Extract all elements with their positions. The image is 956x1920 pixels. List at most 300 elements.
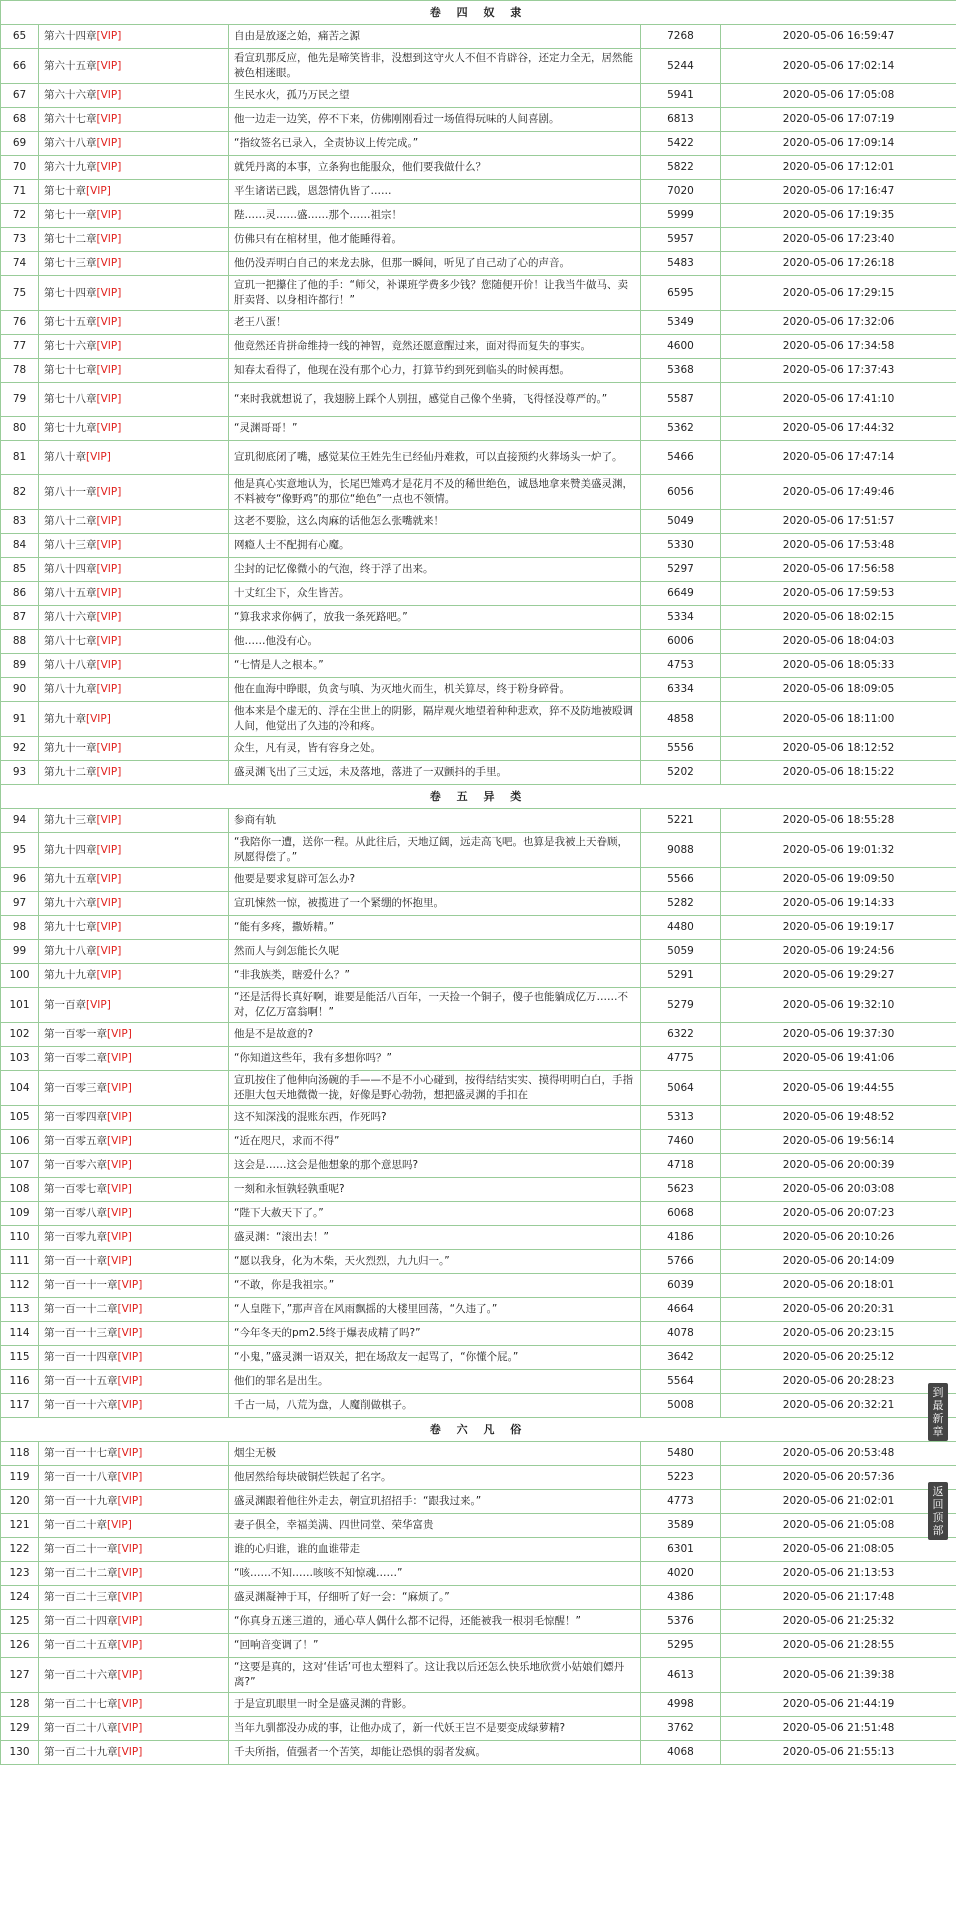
chapter-publish-time: 2020-05-06 18:04:03 — [721, 630, 956, 654]
chapter-link[interactable]: 第一百零一章 — [44, 1028, 107, 1040]
chapter-link[interactable]: 第九十八章 — [44, 945, 97, 957]
chapter-summary: 宣玑按住了他伸向汤碗的手——不是不小心碰到，按得结结实实、摸得明明白白，手指还胆大包天地微微一拢，好像是野心勃勃，想把盛灵渊的手扣在 — [229, 1071, 641, 1106]
vip-tag: [VIP] — [96, 742, 122, 754]
chapter-row — [1, 1202, 956, 1226]
chapter-publish-time: 2020-05-06 20:25:12 — [721, 1346, 956, 1370]
chapter-summary: 盛灵渊凝神于耳，仔细听了好一会：“麻烦了。” — [229, 1586, 641, 1610]
chapter-word-count: 5822 — [641, 156, 721, 180]
chapter-row — [1, 1370, 956, 1394]
chapter-link[interactable]: 第七十六章 — [44, 340, 97, 352]
chapter-name-cell — [39, 441, 229, 475]
chapter-publish-time: 2020-05-06 20:23:15 — [721, 1322, 956, 1346]
chapter-name-cell — [39, 25, 229, 49]
vip-tag: [VIP] — [96, 257, 122, 269]
chapter-name-cell — [39, 1106, 229, 1130]
chapter-summary: 他本来是个虚无的、浮在尘世上的阴影，隔岸观火地望着种种悲欢，猝不及防地被殴调人间，他觉出了久违的冷和疼。 — [229, 702, 641, 737]
chapter-row — [1, 1693, 956, 1717]
chapter-summary: 盛灵渊跟着他往外走去，朝宣玑招招手：“跟我过来。” — [229, 1490, 641, 1514]
chapter-link[interactable]: 第一百一十一章 — [44, 1279, 118, 1291]
chapter-publish-time: 2020-05-06 19:32:10 — [721, 988, 956, 1023]
chapter-word-count: 4600 — [641, 335, 721, 359]
chapter-summary: 谁的心归谁，谁的血谁带走 — [229, 1538, 641, 1562]
chapter-name-cell — [39, 654, 229, 678]
vip-tag: [VIP] — [107, 1159, 132, 1171]
chapter-index: 80 — [1, 417, 39, 441]
chapter-publish-time: 2020-05-06 20:32:21 — [721, 1394, 956, 1418]
chapter-word-count: 6006 — [641, 630, 721, 654]
chapter-summary: “算我求求你俩了，放我一条死路吧。” — [229, 606, 641, 630]
chapter-index: 67 — [1, 84, 39, 108]
chapter-link[interactable]: 第八十四章 — [44, 563, 97, 575]
chapter-name-cell — [39, 204, 229, 228]
chapter-name-cell — [39, 761, 229, 785]
chapter-index: 114 — [1, 1322, 39, 1346]
vip-tag: [VIP] — [117, 1543, 143, 1555]
chapter-link[interactable]: 第一百二十七章 — [44, 1698, 118, 1710]
chapter-summary: 这老不要脸，这么肉麻的话他怎么张嘴就来！ — [229, 510, 641, 534]
chapter-link[interactable]: 第八十二章 — [44, 515, 97, 527]
chapter-link[interactable]: 第七十四章 — [44, 286, 97, 299]
chapter-link[interactable]: 第一百零二章 — [44, 1052, 107, 1064]
chapter-word-count: 5587 — [641, 383, 721, 417]
chapter-row — [1, 809, 956, 833]
chapter-summary: 宣玑悚然一惊，被揽进了一个紧绷的怀抱里。 — [229, 892, 641, 916]
chapter-link[interactable]: 第一百零七章 — [44, 1183, 107, 1195]
chapter-index: 73 — [1, 228, 39, 252]
chapter-link[interactable]: 第六十六章 — [44, 89, 97, 101]
chapter-row — [1, 108, 956, 132]
chapter-link[interactable]: 第一百二十一章 — [44, 1543, 118, 1555]
chapter-link[interactable]: 第七十章 — [44, 185, 86, 197]
chapter-link[interactable]: 第一百一十五章 — [44, 1375, 118, 1387]
chapter-word-count: 5349 — [641, 311, 721, 335]
chapter-link[interactable]: 第一百零八章 — [44, 1207, 107, 1219]
chapter-summary: “指纹签名已录入，全责协议上传完成。” — [229, 132, 641, 156]
chapter-name-cell — [39, 702, 229, 737]
chapter-publish-time: 2020-05-06 21:02:01 — [721, 1490, 956, 1514]
chapter-publish-time: 2020-05-06 19:09:50 — [721, 868, 956, 892]
chapter-link[interactable]: 第一百二十五章 — [44, 1639, 118, 1651]
chapter-link[interactable]: 第一百二十三章 — [44, 1591, 118, 1603]
vip-tag: [VIP] — [96, 209, 122, 221]
vip-tag: [VIP] — [96, 766, 122, 778]
chapter-name-cell — [39, 892, 229, 916]
chapter-index: 115 — [1, 1346, 39, 1370]
chapter-name-cell — [39, 1250, 229, 1274]
chapter-word-count: 4998 — [641, 1693, 721, 1717]
chapter-name-cell — [39, 1610, 229, 1634]
chapter-index: 68 — [1, 108, 39, 132]
chapter-summary: 他是不是故意的? — [229, 1023, 641, 1047]
chapter-summary: 平生诸诺已践，恩怨情仇皆了…… — [229, 180, 641, 204]
chapter-index: 91 — [1, 702, 39, 737]
chapter-link[interactable]: 第九十二章 — [44, 766, 97, 778]
chapter-word-count: 5957 — [641, 228, 721, 252]
chapter-link[interactable]: 第一百一十六章 — [44, 1399, 118, 1411]
vip-tag: [VIP] — [96, 233, 122, 245]
chapter-index: 105 — [1, 1106, 39, 1130]
vip-tag: [VIP] — [96, 683, 122, 695]
chapter-publish-time: 2020-05-06 17:44:32 — [721, 417, 956, 441]
chapter-name-cell — [39, 833, 229, 868]
chapter-name-cell — [39, 1178, 229, 1202]
chapter-word-count: 5362 — [641, 417, 721, 441]
vip-tag: [VIP] — [117, 1399, 143, 1411]
chapter-link[interactable]: 第一百章 — [44, 998, 86, 1011]
chapter-index: 70 — [1, 156, 39, 180]
chapter-link[interactable]: 第六十五章 — [44, 59, 97, 72]
chapter-name-cell — [39, 108, 229, 132]
vip-tag: [VIP] — [96, 969, 122, 981]
chapter-index: 78 — [1, 359, 39, 383]
chapter-link[interactable]: 第一百二十六章 — [44, 1668, 118, 1681]
chapter-publish-time: 2020-05-06 18:15:22 — [721, 761, 956, 785]
chapter-row — [1, 25, 956, 49]
vip-tag: [VIP] — [96, 113, 122, 125]
chapter-index: 117 — [1, 1394, 39, 1418]
vip-tag: [VIP] — [86, 451, 111, 463]
chapter-link[interactable]: 第九十章 — [44, 712, 86, 725]
chapter-link[interactable]: 第九十九章 — [44, 969, 97, 981]
chapter-publish-time: 2020-05-06 17:59:53 — [721, 582, 956, 606]
chapter-word-count: 5422 — [641, 132, 721, 156]
chapter-index: 94 — [1, 809, 39, 833]
chapter-row — [1, 1106, 956, 1130]
chapter-index: 99 — [1, 940, 39, 964]
chapter-index: 119 — [1, 1466, 39, 1490]
chapter-link[interactable]: 第六十七章 — [44, 113, 97, 125]
chapter-index: 116 — [1, 1370, 39, 1394]
chapter-row — [1, 441, 956, 475]
chapter-link[interactable]: 第一百零四章 — [44, 1111, 107, 1123]
chapter-name-cell — [39, 1047, 229, 1071]
chapter-summary: 就凭丹离的本事，立条狗也能服众，他们要我做什么？ — [229, 156, 641, 180]
chapter-index: 112 — [1, 1274, 39, 1298]
chapter-name-cell — [39, 737, 229, 761]
chapter-index: 83 — [1, 510, 39, 534]
chapter-name-cell — [39, 417, 229, 441]
chapter-link[interactable]: 第九十四章 — [44, 843, 97, 856]
chapter-publish-time: 2020-05-06 17:47:14 — [721, 441, 956, 475]
chapter-name-cell — [39, 156, 229, 180]
chapter-link[interactable]: 第一百一十九章 — [44, 1495, 118, 1507]
chapter-row — [1, 335, 956, 359]
vip-tag: [VIP] — [96, 30, 122, 42]
chapter-row — [1, 1466, 956, 1490]
chapter-link[interactable]: 第一百二十九章 — [44, 1746, 118, 1758]
vip-tag: [VIP] — [107, 1081, 132, 1094]
chapter-index: 86 — [1, 582, 39, 606]
chapter-word-count: 6301 — [641, 1538, 721, 1562]
chapter-summary: “小鬼，”盛灵渊一语双关，把在场敌友一起骂了，“你懂个屁。” — [229, 1346, 641, 1370]
chapter-summary: 一刻和永恒孰轻孰重呢? — [229, 1178, 641, 1202]
chapter-publish-time: 2020-05-06 20:14:09 — [721, 1250, 956, 1274]
chapter-name-cell — [39, 132, 229, 156]
vip-tag: [VIP] — [96, 587, 122, 599]
chapter-index: 65 — [1, 25, 39, 49]
chapter-index: 79 — [1, 383, 39, 417]
chapter-name-cell — [39, 606, 229, 630]
chapter-row — [1, 359, 956, 383]
chapter-summary: “近在咫尺，求而不得” — [229, 1130, 641, 1154]
chapter-index: 100 — [1, 964, 39, 988]
chapter-name-cell — [39, 1370, 229, 1394]
chapter-publish-time: 2020-05-06 21:44:19 — [721, 1693, 956, 1717]
vip-tag: [VIP] — [96, 659, 122, 671]
vip-tag: [VIP] — [96, 316, 122, 328]
chapter-index: 120 — [1, 1490, 39, 1514]
chapter-publish-time: 2020-05-06 17:16:47 — [721, 180, 956, 204]
chapter-link[interactable]: 第一百一十三章 — [44, 1327, 118, 1339]
chapter-row — [1, 1717, 956, 1741]
chapter-link[interactable]: 第八十五章 — [44, 587, 97, 599]
chapter-row — [1, 1250, 956, 1274]
chapter-index: 97 — [1, 892, 39, 916]
chapter-link[interactable]: 第一百一十八章 — [44, 1471, 118, 1483]
chapter-row — [1, 916, 956, 940]
vip-tag: [VIP] — [107, 1052, 132, 1064]
vip-tag: [VIP] — [86, 185, 111, 197]
vip-tag: [VIP] — [117, 1615, 143, 1627]
chapter-index: 130 — [1, 1741, 39, 1765]
chapter-link[interactable]: 第一百二十二章 — [44, 1567, 118, 1579]
chapter-link[interactable]: 第九十一章 — [44, 742, 97, 754]
chapter-word-count: 5059 — [641, 940, 721, 964]
chapter-link[interactable]: 第七十九章 — [44, 422, 97, 434]
chapter-word-count: 5202 — [641, 761, 721, 785]
vip-tag: [VIP] — [96, 539, 122, 551]
chapter-row — [1, 737, 956, 761]
chapter-word-count: 5313 — [641, 1106, 721, 1130]
chapter-name-cell — [39, 475, 229, 510]
chapter-summary: “你真身五迷三道的，通心草人偶什么都不记得，还能被我一根羽毛惊醒！” — [229, 1610, 641, 1634]
chapter-link[interactable]: 第八十六章 — [44, 611, 97, 623]
chapter-name-cell — [39, 1023, 229, 1047]
vip-tag: [VIP] — [107, 1207, 132, 1219]
chapter-publish-time: 2020-05-06 17:07:19 — [721, 108, 956, 132]
chapter-word-count: 6322 — [641, 1023, 721, 1047]
volume-header-row — [1, 1, 956, 25]
vip-tag: [VIP] — [96, 59, 122, 72]
chapter-row — [1, 558, 956, 582]
chapter-name-cell — [39, 916, 229, 940]
chapter-index: 124 — [1, 1586, 39, 1610]
volume-title: 卷 五 异 类 — [1, 785, 956, 809]
chapter-name-cell — [39, 988, 229, 1023]
chapter-index: 125 — [1, 1610, 39, 1634]
goto-latest-button[interactable]: 到最新章 — [928, 1383, 948, 1441]
chapter-index: 123 — [1, 1562, 39, 1586]
chapter-link[interactable]: 第九十七章 — [44, 921, 97, 933]
chapter-link[interactable]: 第八十章 — [44, 451, 86, 463]
chapter-index: 88 — [1, 630, 39, 654]
chapter-publish-time: 2020-05-06 18:11:00 — [721, 702, 956, 737]
vip-tag: [VIP] — [117, 1746, 143, 1758]
vip-tag: [VIP] — [96, 814, 122, 826]
chapter-link[interactable]: 第一百二十章 — [44, 1519, 107, 1531]
chapter-word-count: 6649 — [641, 582, 721, 606]
chapter-index: 87 — [1, 606, 39, 630]
chapter-name-cell — [39, 335, 229, 359]
chapter-link[interactable]: 第七十三章 — [44, 257, 97, 269]
chapter-summary: “你知道这些年，我有多想你吗？” — [229, 1047, 641, 1071]
chapter-link[interactable]: 第七十一章 — [44, 209, 97, 221]
chapter-link[interactable]: 第七十五章 — [44, 316, 97, 328]
chapter-name-cell — [39, 1466, 229, 1490]
chapter-row — [1, 204, 956, 228]
chapter-summary: 盛灵渊：“滚出去！” — [229, 1226, 641, 1250]
chapter-publish-time: 2020-05-06 19:14:33 — [721, 892, 956, 916]
chapter-publish-time: 2020-05-06 20:03:08 — [721, 1178, 956, 1202]
vip-tag: [VIP] — [117, 1351, 143, 1363]
chapter-publish-time: 2020-05-06 19:29:27 — [721, 964, 956, 988]
chapter-word-count: 3762 — [641, 1717, 721, 1741]
chapter-summary: “不敢，你是我祖宗。” — [229, 1274, 641, 1298]
chapter-word-count: 4718 — [641, 1154, 721, 1178]
chapter-summary: “这要是真的，这对‘佳话’可也太塑料了。这让我以后还怎么快乐地欣赏小姑娘们嫖丹离?” — [229, 1658, 641, 1693]
chapter-link[interactable]: 第一百零三章 — [44, 1081, 107, 1094]
chapter-word-count: 4020 — [641, 1562, 721, 1586]
chapter-row — [1, 49, 956, 84]
chapter-link[interactable]: 第八十八章 — [44, 659, 97, 671]
vip-tag: [VIP] — [96, 611, 122, 623]
chapter-row — [1, 156, 956, 180]
chapter-link[interactable]: 第一百二十八章 — [44, 1722, 118, 1734]
vip-tag: [VIP] — [117, 1722, 143, 1734]
chapter-publish-time: 2020-05-06 17:53:48 — [721, 534, 956, 558]
vip-tag: [VIP] — [96, 635, 122, 647]
chapter-name-cell — [39, 510, 229, 534]
chapter-publish-time: 2020-05-06 21:17:48 — [721, 1586, 956, 1610]
chapter-summary: 他是真心实意地认为，长尾巴雉鸡才是花月不及的稀世绝色，诚恳地拿来赞美盛灵渊，不料被夸“像野鸡”的那位“绝色”一点也不领情。 — [229, 475, 641, 510]
chapter-name-cell — [39, 940, 229, 964]
chapter-name-cell — [39, 1562, 229, 1586]
chapter-link[interactable]: 第九十五章 — [44, 873, 97, 885]
chapter-link[interactable]: 第八十三章 — [44, 539, 97, 551]
chapter-summary: 当年九驯都没办成的事，让他办成了，新一代妖王岂不是要变成绿萝精? — [229, 1717, 641, 1741]
vip-tag: [VIP] — [117, 1567, 143, 1579]
chapter-row — [1, 1562, 956, 1586]
chapter-publish-time: 2020-05-06 21:55:13 — [721, 1741, 956, 1765]
chapter-summary: “非我族类，瞎爱什么？” — [229, 964, 641, 988]
chapter-link[interactable]: 第六十九章 — [44, 161, 97, 173]
chapter-row — [1, 1610, 956, 1634]
chapter-link[interactable]: 第八十一章 — [44, 485, 97, 498]
chapter-name-cell — [39, 809, 229, 833]
chapter-link[interactable]: 第六十八章 — [44, 137, 97, 149]
chapter-word-count: 7268 — [641, 25, 721, 49]
chapter-link[interactable]: 第七十七章 — [44, 364, 97, 376]
chapter-link[interactable]: 第一百一十章 — [44, 1255, 107, 1267]
chapter-link[interactable]: 第一百一十二章 — [44, 1303, 118, 1315]
chapter-index: 89 — [1, 654, 39, 678]
chapter-name-cell — [39, 868, 229, 892]
chapter-link[interactable]: 第八十九章 — [44, 683, 97, 695]
chapter-row — [1, 1490, 956, 1514]
chapter-word-count: 4386 — [641, 1586, 721, 1610]
chapter-publish-time: 2020-05-06 18:55:28 — [721, 809, 956, 833]
vip-tag: [VIP] — [96, 364, 122, 376]
chapter-name-cell — [39, 49, 229, 84]
chapter-name-cell — [39, 1693, 229, 1717]
chapter-row — [1, 1394, 956, 1418]
chapter-publish-time: 2020-05-06 20:00:39 — [721, 1154, 956, 1178]
chapter-link[interactable]: 第七十二章 — [44, 233, 97, 245]
chapter-link[interactable]: 第八十七章 — [44, 635, 97, 647]
chapter-summary: “人皇陛下，”那声音在风雨飘摇的大楼里回荡，“久违了。” — [229, 1298, 641, 1322]
chapter-word-count: 7020 — [641, 180, 721, 204]
chapter-name-cell — [39, 1071, 229, 1106]
chapter-word-count: 4480 — [641, 916, 721, 940]
chapter-publish-time: 2020-05-06 17:56:58 — [721, 558, 956, 582]
chapter-word-count: 5049 — [641, 510, 721, 534]
chapter-index: 81 — [1, 441, 39, 475]
chapter-link[interactable]: 第一百零五章 — [44, 1135, 107, 1147]
chapter-link[interactable]: 第一百零九章 — [44, 1231, 107, 1243]
vip-tag: [VIP] — [117, 1447, 143, 1459]
chapter-publish-time: 2020-05-06 17:26:18 — [721, 252, 956, 276]
chapter-name-cell — [39, 558, 229, 582]
vip-tag: [VIP] — [96, 897, 122, 909]
chapter-publish-time: 2020-05-06 20:20:31 — [721, 1298, 956, 1322]
chapter-index: 77 — [1, 335, 39, 359]
vip-tag: [VIP] — [117, 1698, 143, 1710]
chapter-summary: “今年冬天的pm2.5终于爆表成精了吗?” — [229, 1322, 641, 1346]
vip-tag: [VIP] — [117, 1639, 143, 1651]
chapter-word-count: 6039 — [641, 1274, 721, 1298]
chapter-name-cell — [39, 678, 229, 702]
volume-title: 卷 四 奴 隶 — [1, 1, 956, 25]
chapter-publish-time: 2020-05-06 20:28:23 — [721, 1370, 956, 1394]
chapter-publish-time: 2020-05-06 17:51:57 — [721, 510, 956, 534]
chapter-link[interactable]: 第九十三章 — [44, 814, 97, 826]
chapter-link[interactable]: 第一百一十四章 — [44, 1351, 118, 1363]
chapter-index: 113 — [1, 1298, 39, 1322]
chapter-link[interactable]: 第一百一十七章 — [44, 1447, 118, 1459]
chapter-link[interactable]: 第六十四章 — [44, 30, 97, 42]
vip-tag: [VIP] — [96, 137, 122, 149]
chapter-summary: 老王八蛋！ — [229, 311, 641, 335]
chapter-word-count: 5999 — [641, 204, 721, 228]
chapter-word-count: 5223 — [641, 1466, 721, 1490]
back-to-top-button[interactable]: 返回顶部 — [928, 1482, 948, 1540]
chapter-index: 106 — [1, 1130, 39, 1154]
chapter-word-count: 6056 — [641, 475, 721, 510]
chapter-name-cell — [39, 534, 229, 558]
vip-tag: [VIP] — [107, 1231, 132, 1243]
chapter-publish-time: 2020-05-06 19:01:32 — [721, 833, 956, 868]
chapter-index: 71 — [1, 180, 39, 204]
vip-tag: [VIP] — [117, 1495, 143, 1507]
chapter-link[interactable]: 第一百二十四章 — [44, 1615, 118, 1627]
chapter-publish-time: 2020-05-06 17:02:14 — [721, 49, 956, 84]
chapter-summary: “我陪你一遭，送你一程。从此往后，天地辽阔，远走高飞吧。也算是我被上天眷顾，夙愿得偿了。” — [229, 833, 641, 868]
chapter-index: 104 — [1, 1071, 39, 1106]
chapter-link[interactable]: 第九十六章 — [44, 897, 97, 909]
chapter-name-cell — [39, 228, 229, 252]
chapter-summary: 宣玑一把攥住了他的手：“师父，补课班学费多少钱？您随便开价！让我当牛做马、卖肝卖肾、以身相许都行！” — [229, 276, 641, 311]
chapter-publish-time: 2020-05-06 17:29:15 — [721, 276, 956, 311]
vip-tag: [VIP] — [86, 712, 111, 725]
chapter-row — [1, 84, 956, 108]
chapter-row — [1, 534, 956, 558]
chapter-summary: 他要是要求复辟可怎么办? — [229, 868, 641, 892]
chapter-link[interactable]: 第一百零六章 — [44, 1159, 107, 1171]
chapter-word-count: 6334 — [641, 678, 721, 702]
chapter-word-count: 5291 — [641, 964, 721, 988]
chapter-summary: 这会是……这会是他想象的那个意思吗? — [229, 1154, 641, 1178]
chapter-link[interactable]: 第七十八章 — [44, 393, 97, 405]
